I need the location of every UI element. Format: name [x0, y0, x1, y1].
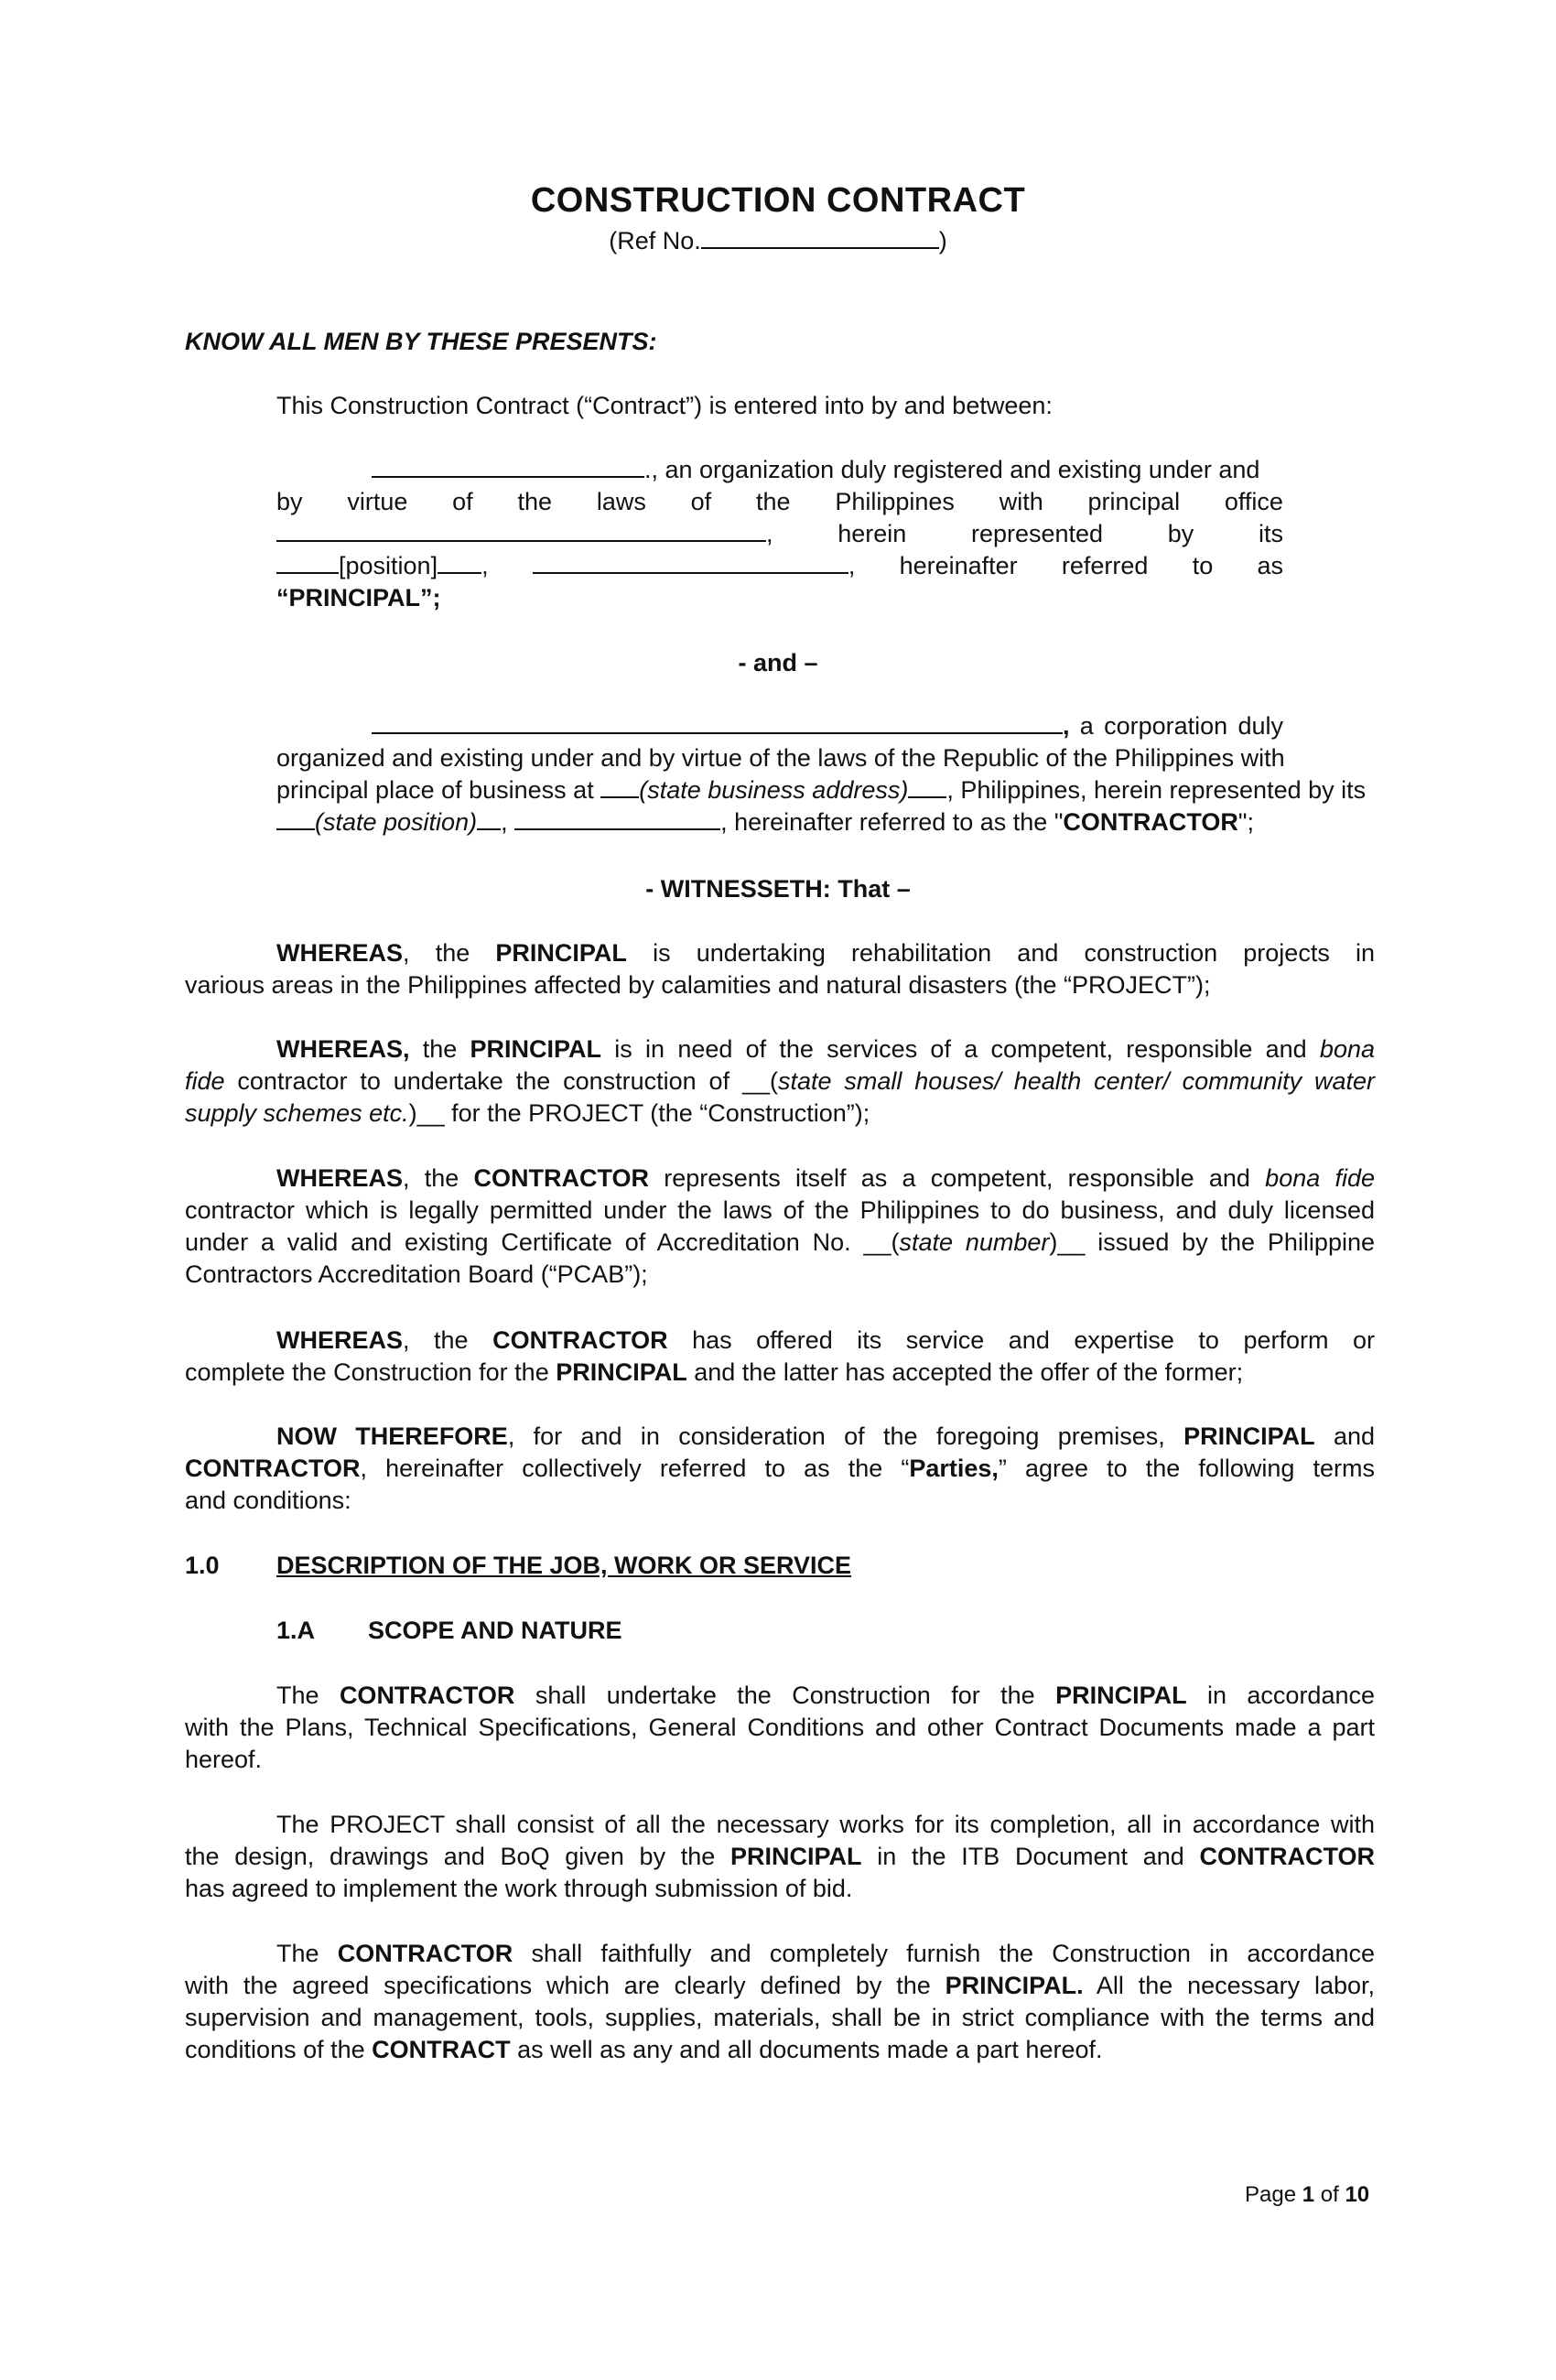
whereas-4-line-2: complete the Construction for the PRINCIPAL and the latter has accepted the offer of the former;: [185, 1358, 1244, 1386]
page-number-footer: Page 1 of 10: [1245, 2182, 1370, 2207]
principal-rep-blank: [533, 552, 848, 574]
whereas-4: [185, 1325, 1375, 1389]
contractor-line-2: organized and existing under and by virtue of the laws of the Republic of the Philippines with: [276, 744, 1285, 772]
scope-p2-line-3: has agreed to implement the work through submission of bid.: [185, 1875, 853, 1902]
principal-name-blank: [372, 456, 644, 478]
scope-p1-line-1: The CONTRACTOR shall undertake the Construction for the PRINCIPAL in accordance: [276, 1682, 1375, 1709]
intro-line: This Construction Contract (“Contract”) is entered into by and between:: [276, 392, 1053, 419]
scope-p1-line-3: hereof.: [185, 1746, 263, 1773]
whereas-3-line-4: Contractors Accreditation Board (“PCAB”);: [185, 1260, 648, 1288]
scope-paragraph-3: [185, 1938, 1375, 2066]
current-page: 1: [1302, 2182, 1315, 2207]
whereas-2: [185, 1033, 1375, 1130]
now-therefore: [185, 1421, 1375, 1517]
contractor-name-blank: [372, 712, 1063, 734]
section-1a-title: SCOPE AND NATURE: [368, 1617, 622, 1644]
witnesseth-heading: - WITNESSETH: That –: [645, 875, 911, 903]
contractor-line-4: (state position) , , hereinafter referred to as the "CONTRACTOR";: [276, 806, 1283, 838]
section-1a-heading: [276, 1615, 622, 1647]
scope-p3-line-4: conditions of the CONTRACT as well as any and all documents made a part hereof.: [185, 2036, 1103, 2063]
principal-line-2: by virtue of the laws of the Philippines with principal office: [276, 488, 1283, 515]
total-pages: 10: [1345, 2182, 1370, 2207]
contractor-block: [276, 710, 1367, 838]
whereas-2-line-2: fide contractor to undertake the construction of __(state small houses/ health center/ community water: [185, 1067, 1375, 1095]
whereas-1: [185, 937, 1375, 1001]
principal-line-5: “PRINCIPAL”;: [276, 584, 441, 611]
principal-line-3: , herein represented by its: [276, 518, 1283, 550]
contractor-line-3: principal place of business at (state business address) , Philippines, herein represented by its: [276, 776, 1367, 804]
whereas-3: [185, 1163, 1375, 1291]
section-1a-number: 1.A: [276, 1617, 316, 1644]
now-therefore-line-3: and conditions:: [185, 1487, 351, 1514]
scope-p3-line-3: supervision and management, tools, supplies, materials, shall be in strict compliance with the terms and: [185, 2004, 1375, 2031]
section-1-title: DESCRIPTION OF THE JOB, WORK OR SERVICE: [276, 1552, 852, 1579]
whereas-3-line-2: contractor which is legally permitted under the laws of the Philippines to do business, and duly licensed: [185, 1196, 1375, 1224]
scope-p2-line-2: the design, drawings and BoQ given by the PRINCIPAL in the ITB Document and CONTRACTOR: [185, 1843, 1375, 1870]
scope-p3-line-2: with the agreed specifications which are clearly defined by the PRINCIPAL. All the necessary labor,: [185, 1972, 1375, 1999]
scope-p3-line-1: The CONTRACTOR shall faithfully and completely furnish the Construction in accordance: [276, 1940, 1375, 1967]
scope-paragraph-1: [185, 1680, 1375, 1776]
section-1-number: 1.0: [185, 1552, 220, 1579]
know-all-heading: KNOW ALL MEN BY THESE PRESENTS:: [185, 328, 657, 355]
whereas-2-line-1: WHEREAS, the PRINCIPAL is in need of the services of a competent, responsible and bona: [276, 1035, 1375, 1063]
contractor-rep-blank: [514, 808, 720, 830]
scope-p2-line-1: The PROJECT shall consist of all the necessary works for its completion, all in accordance with: [276, 1811, 1375, 1838]
contractor-line-1: , a corporation duly: [276, 710, 1283, 742]
scope-p1-line-2: with the Plans, Technical Specifications, General Conditions and other Contract Documents made a part: [185, 1714, 1375, 1741]
now-therefore-line-1: NOW THEREFORE, for and in consideration of the foregoing premises, PRINCIPAL and: [276, 1423, 1375, 1450]
whereas-1-line-1: WHEREAS, the PRINCIPAL is undertaking rehabilitation and construction projects in: [276, 939, 1376, 967]
ref-number-blank: [701, 227, 939, 249]
principal-office-blank: [276, 520, 766, 542]
ref-number: (Ref No. ): [609, 227, 947, 254]
principal-line-1: ., an organization duly registered and existing under and: [276, 454, 1283, 486]
principal-line-4: [position] , , hereinafter referred to as: [276, 550, 1283, 582]
whereas-3-line-3: under a valid and existing Certificate of Accreditation No. __(state number)__ issued by the Philippine: [185, 1228, 1375, 1256]
whereas-2-line-3: supply schemes etc.)__ for the PROJECT (the “Construction”);: [185, 1099, 870, 1127]
and-separator: - and –: [738, 649, 818, 676]
now-therefore-line-2: CONTRACTOR, hereinafter collectively referred to as the “Parties,” agree to the following terms: [185, 1455, 1376, 1482]
section-1-heading: [185, 1550, 851, 1582]
scope-paragraph-2: [185, 1809, 1375, 1905]
whereas-1-line-2: various areas in the Philippines affected by calamities and natural disasters (the “PROJECT”);: [185, 971, 1211, 999]
document-title: CONSTRUCTION CONTRACT: [530, 181, 1026, 220]
whereas-3-line-1: WHEREAS, the CONTRACTOR represents itself as a competent, responsible and bona fide: [276, 1164, 1375, 1192]
whereas-4-line-1: WHEREAS, the CONTRACTOR has offered its service and expertise to perform or: [276, 1326, 1375, 1354]
principal-block: [276, 454, 1283, 614]
